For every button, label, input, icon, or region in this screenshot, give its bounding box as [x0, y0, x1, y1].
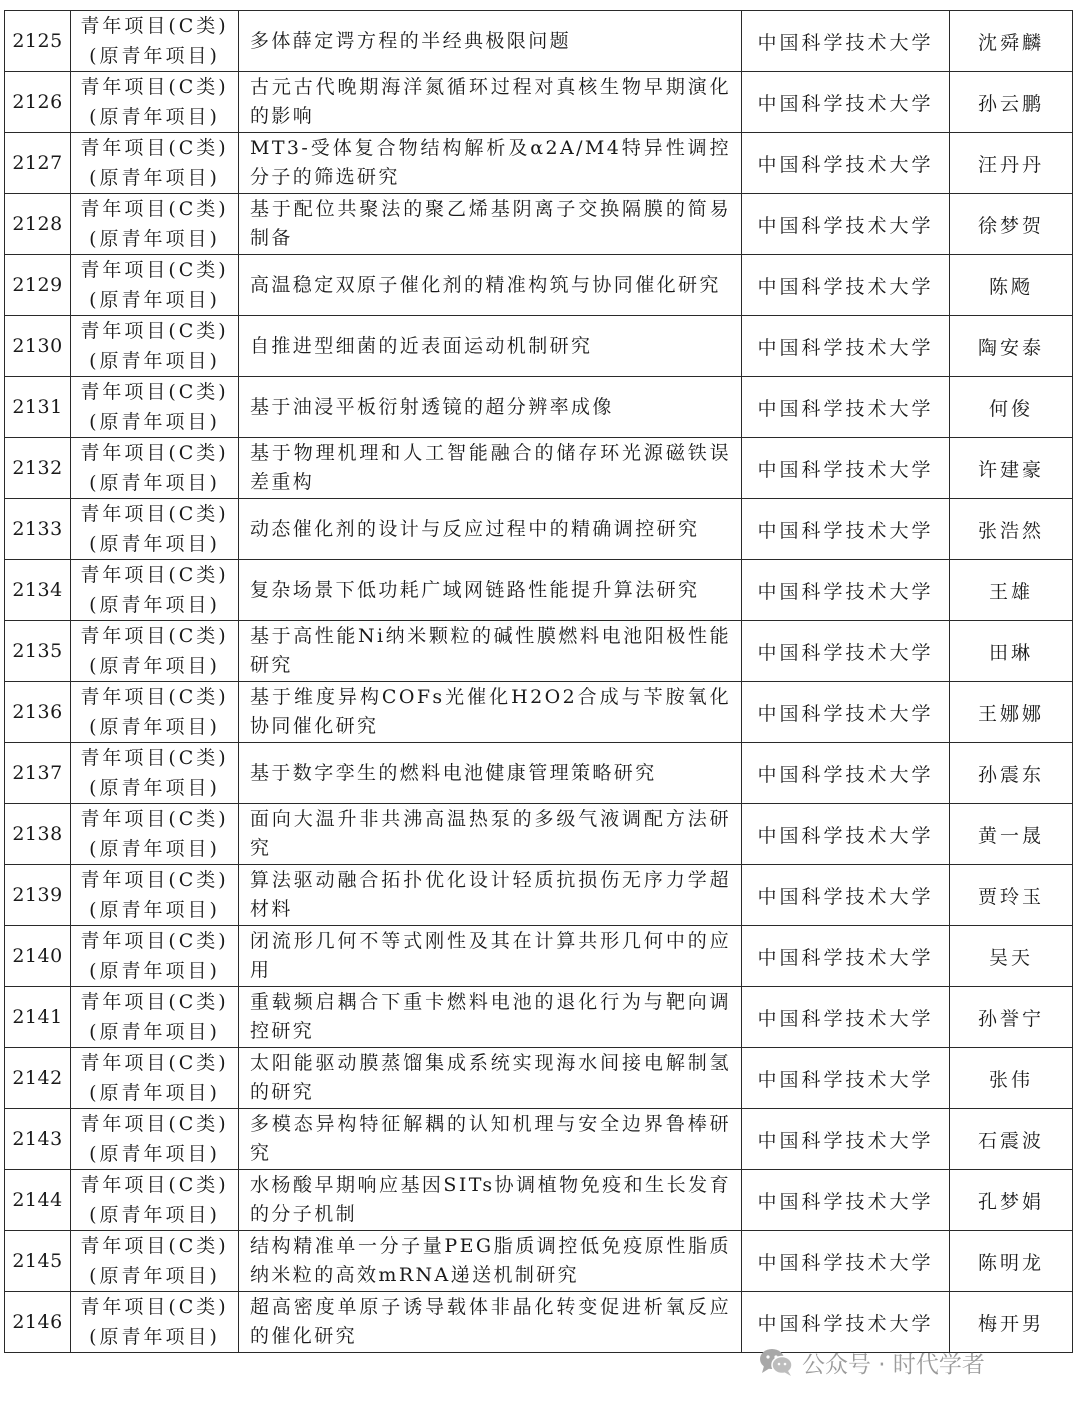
project-leader: 黄一晟	[950, 804, 1073, 865]
project-table-body	[5, 11, 1073, 1353]
project-type	[71, 499, 239, 560]
project-type-line2: (原青年项目)	[89, 594, 220, 616]
project-title: 基于物理机理和人工智能融合的储存环光源磁铁误差重构	[239, 438, 742, 499]
project-type-line1: 青年项目(C类)	[80, 686, 229, 708]
project-title: 基于高性能Ni纳米颗粒的碱性膜燃料电池阳极性能研究	[239, 621, 742, 682]
project-title: 高温稳定双原子催化剂的精准构筑与协同催化研究	[239, 255, 742, 316]
project-type	[71, 1231, 239, 1292]
table-row	[5, 255, 1073, 316]
table-row	[5, 438, 1073, 499]
project-type-line2: (原青年项目)	[89, 411, 220, 433]
project-type-line2: (原青年项目)	[89, 655, 220, 677]
project-leader: 孙震东	[950, 743, 1073, 804]
project-number: 2143	[5, 1109, 71, 1170]
project-type-line1: 青年项目(C类)	[80, 747, 229, 769]
project-organization: 中国科学技术大学	[742, 1231, 950, 1292]
project-type	[71, 1109, 239, 1170]
project-type-line1: 青年项目(C类)	[80, 137, 229, 159]
project-type	[71, 11, 239, 72]
project-type-line2: (原青年项目)	[89, 899, 220, 921]
project-leader: 石震波	[950, 1109, 1073, 1170]
project-number: 2135	[5, 621, 71, 682]
project-type-line2: (原青年项目)	[89, 1265, 220, 1287]
project-leader: 王娜娜	[950, 682, 1073, 743]
project-type	[71, 194, 239, 255]
project-leader: 孙誉宁	[950, 987, 1073, 1048]
table-row	[5, 133, 1073, 194]
project-type-line2: (原青年项目)	[89, 45, 220, 67]
project-type-line2: (原青年项目)	[89, 533, 220, 555]
project-number: 2144	[5, 1170, 71, 1231]
project-type-line2: (原青年项目)	[89, 289, 220, 311]
table-row	[5, 926, 1073, 987]
project-type-line2: (原青年项目)	[89, 1326, 220, 1348]
project-number: 2145	[5, 1231, 71, 1292]
project-type-line1: 青年项目(C类)	[80, 381, 229, 403]
project-organization: 中国科学技术大学	[742, 926, 950, 987]
project-type-line1: 青年项目(C类)	[80, 808, 229, 830]
project-number: 2136	[5, 682, 71, 743]
project-title: 古元古代晚期海洋氮循环过程对真核生物早期演化的影响	[239, 72, 742, 133]
project-title: 多体薛定谔方程的半经典极限问题	[239, 11, 742, 72]
table-row	[5, 72, 1073, 133]
table-row	[5, 11, 1073, 72]
project-type-line2: (原青年项目)	[89, 1204, 220, 1226]
project-title: 自推进型细菌的近表面运动机制研究	[239, 316, 742, 377]
project-title: 面向大温升非共沸高温热泵的多级气液调配方法研究	[239, 804, 742, 865]
project-number: 2125	[5, 11, 71, 72]
table-row	[5, 499, 1073, 560]
project-leader: 陶安泰	[950, 316, 1073, 377]
project-type-line1: 青年项目(C类)	[80, 442, 229, 464]
project-organization: 中国科学技术大学	[742, 377, 950, 438]
project-type-line2: (原青年项目)	[89, 228, 220, 250]
project-organization: 中国科学技术大学	[742, 133, 950, 194]
table-row	[5, 560, 1073, 621]
project-number: 2138	[5, 804, 71, 865]
project-type	[71, 743, 239, 804]
project-type	[71, 72, 239, 133]
project-organization: 中国科学技术大学	[742, 621, 950, 682]
project-title: 基于维度异构COFs光催化H2O2合成与苄胺氧化协同催化研究	[239, 682, 742, 743]
project-title: 复杂场景下低功耗广域网链路性能提升算法研究	[239, 560, 742, 621]
project-type-line2: (原青年项目)	[89, 777, 220, 799]
project-type	[71, 438, 239, 499]
project-organization: 中国科学技术大学	[742, 438, 950, 499]
project-type	[71, 560, 239, 621]
project-type	[71, 987, 239, 1048]
project-leader: 吴天	[950, 926, 1073, 987]
project-type-line2: (原青年项目)	[89, 106, 220, 128]
project-organization: 中国科学技术大学	[742, 1292, 950, 1353]
project-organization: 中国科学技术大学	[742, 499, 950, 560]
project-type	[71, 621, 239, 682]
project-organization: 中国科学技术大学	[742, 194, 950, 255]
project-organization: 中国科学技术大学	[742, 560, 950, 621]
project-title: 超高密度单原子诱导载体非晶化转变促进析氧反应的催化研究	[239, 1292, 742, 1353]
wechat-icon	[758, 1347, 794, 1377]
project-type-line1: 青年项目(C类)	[80, 1296, 229, 1318]
table-row	[5, 987, 1073, 1048]
project-type-line1: 青年项目(C类)	[80, 320, 229, 342]
project-type-line1: 青年项目(C类)	[80, 930, 229, 952]
project-number: 2129	[5, 255, 71, 316]
table-row	[5, 377, 1073, 438]
project-organization: 中国科学技术大学	[742, 316, 950, 377]
project-type	[71, 1048, 239, 1109]
project-number: 2134	[5, 560, 71, 621]
project-title: 动态催化剂的设计与反应过程中的精确调控研究	[239, 499, 742, 560]
project-title: 重载频启耦合下重卡燃料电池的退化行为与靶向调控研究	[239, 987, 742, 1048]
project-type	[71, 804, 239, 865]
project-table	[4, 10, 1073, 1353]
project-title: 闭流形几何不等式刚性及其在计算共形几何中的应用	[239, 926, 742, 987]
project-type-line2: (原青年项目)	[89, 350, 220, 372]
project-organization: 中国科学技术大学	[742, 72, 950, 133]
project-type	[71, 316, 239, 377]
project-title: 基于数字孪生的燃料电池健康管理策略研究	[239, 743, 742, 804]
project-leader: 何俊	[950, 377, 1073, 438]
project-number: 2132	[5, 438, 71, 499]
table-row	[5, 621, 1073, 682]
project-organization: 中国科学技术大学	[742, 11, 950, 72]
project-title: 水杨酸早期响应基因SITs协调植物免疫和生长发育的分子机制	[239, 1170, 742, 1231]
project-number: 2128	[5, 194, 71, 255]
project-type-line1: 青年项目(C类)	[80, 15, 229, 37]
project-title: 太阳能驱动膜蒸馏集成系统实现海水间接电解制氢的研究	[239, 1048, 742, 1109]
project-type-line2: (原青年项目)	[89, 1021, 220, 1043]
project-title: 多模态异构特征解耦的认知机理与安全边界鲁棒研究	[239, 1109, 742, 1170]
project-type	[71, 865, 239, 926]
project-leader: 汪丹丹	[950, 133, 1073, 194]
project-type-line1: 青年项目(C类)	[80, 1174, 229, 1196]
project-number: 2146	[5, 1292, 71, 1353]
project-number: 2140	[5, 926, 71, 987]
project-type-line2: (原青年项目)	[89, 167, 220, 189]
project-type-line1: 青年项目(C类)	[80, 625, 229, 647]
project-organization: 中国科学技术大学	[742, 682, 950, 743]
table-row	[5, 804, 1073, 865]
project-organization: 中国科学技术大学	[742, 255, 950, 316]
project-type-line2: (原青年项目)	[89, 838, 220, 860]
project-type-line1: 青年项目(C类)	[80, 1113, 229, 1135]
project-number: 2127	[5, 133, 71, 194]
project-number: 2133	[5, 499, 71, 560]
project-organization: 中国科学技术大学	[742, 865, 950, 926]
project-organization: 中国科学技术大学	[742, 1170, 950, 1231]
project-leader: 陈明龙	[950, 1231, 1073, 1292]
project-type-line1: 青年项目(C类)	[80, 503, 229, 525]
project-title: 算法驱动融合拓扑优化设计轻质抗损伤无序力学超材料	[239, 865, 742, 926]
project-type	[71, 1170, 239, 1231]
table-row	[5, 865, 1073, 926]
project-title: 结构精准单一分子量PEG脂质调控低免疫原性脂质纳米粒的高效mRNA递送机制研究	[239, 1231, 742, 1292]
project-leader: 许建豪	[950, 438, 1073, 499]
project-type-line1: 青年项目(C类)	[80, 259, 229, 281]
project-type-line2: (原青年项目)	[89, 716, 220, 738]
project-number: 2137	[5, 743, 71, 804]
project-type	[71, 926, 239, 987]
project-type	[71, 377, 239, 438]
project-type-line2: (原青年项目)	[89, 1143, 220, 1165]
table-row	[5, 316, 1073, 377]
project-number: 2142	[5, 1048, 71, 1109]
project-leader: 王雄	[950, 560, 1073, 621]
project-title: MT3-受体复合物结构解析及α2A/M4特异性调控分子的筛选研究	[239, 133, 742, 194]
project-type-line1: 青年项目(C类)	[80, 564, 229, 586]
project-leader: 张浩然	[950, 499, 1073, 560]
watermark	[758, 1345, 985, 1379]
project-leader: 梅开男	[950, 1292, 1073, 1353]
project-number: 2130	[5, 316, 71, 377]
project-number: 2126	[5, 72, 71, 133]
project-organization: 中国科学技术大学	[742, 1109, 950, 1170]
project-number: 2141	[5, 987, 71, 1048]
project-type-line1: 青年项目(C类)	[80, 869, 229, 891]
project-title: 基于油浸平板衍射透镜的超分辨率成像	[239, 377, 742, 438]
table-row	[5, 194, 1073, 255]
project-organization: 中国科学技术大学	[742, 804, 950, 865]
project-number: 2139	[5, 865, 71, 926]
table-row	[5, 682, 1073, 743]
watermark-text: 公众号 · 时代学者	[802, 1351, 985, 1378]
project-leader: 徐梦贺	[950, 194, 1073, 255]
table-row	[5, 1231, 1073, 1292]
project-type	[71, 1292, 239, 1353]
project-leader: 田琳	[950, 621, 1073, 682]
project-leader: 孔梦娟	[950, 1170, 1073, 1231]
project-organization: 中国科学技术大学	[742, 987, 950, 1048]
project-type-line1: 青年项目(C类)	[80, 1235, 229, 1257]
table-row	[5, 1048, 1073, 1109]
project-organization: 中国科学技术大学	[742, 743, 950, 804]
project-title: 基于配位共聚法的聚乙烯基阴离子交换隔膜的简易制备	[239, 194, 742, 255]
project-leader: 沈舜麟	[950, 11, 1073, 72]
project-type	[71, 133, 239, 194]
table-row	[5, 1170, 1073, 1231]
table-row	[5, 1109, 1073, 1170]
project-type-line2: (原青年项目)	[89, 472, 220, 494]
project-type-line1: 青年项目(C类)	[80, 198, 229, 220]
project-leader: 孙云鹏	[950, 72, 1073, 133]
project-leader: 张伟	[950, 1048, 1073, 1109]
project-leader: 陈飏	[950, 255, 1073, 316]
project-type-line2: (原青年项目)	[89, 1082, 220, 1104]
project-type-line2: (原青年项目)	[89, 960, 220, 982]
project-organization: 中国科学技术大学	[742, 1048, 950, 1109]
table-row	[5, 743, 1073, 804]
project-type	[71, 255, 239, 316]
project-type-line1: 青年项目(C类)	[80, 991, 229, 1013]
table-row	[5, 1292, 1073, 1353]
project-number: 2131	[5, 377, 71, 438]
project-type	[71, 682, 239, 743]
project-type-line1: 青年项目(C类)	[80, 1052, 229, 1074]
project-type-line1: 青年项目(C类)	[80, 76, 229, 98]
project-leader: 贾玲玉	[950, 865, 1073, 926]
